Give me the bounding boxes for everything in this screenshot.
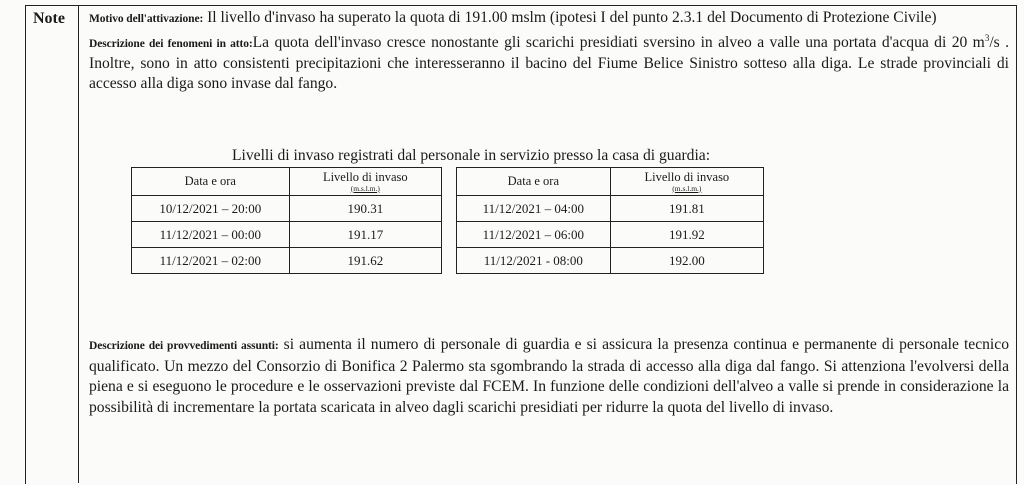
table-cell-date: 10/12/2021 – 20:00 xyxy=(132,196,290,222)
table-left-header-date: Data e ora xyxy=(132,168,290,196)
levels-table-left xyxy=(131,167,442,274)
table-cell-date: 11/12/2021 – 04:00 xyxy=(457,196,611,222)
provvedimenti-paragraph xyxy=(89,335,1009,418)
table-left-header-level xyxy=(289,168,441,196)
levels-table-right xyxy=(456,167,764,274)
table-cell-level: 190.31 xyxy=(289,196,441,222)
table-cell-level: 191.17 xyxy=(289,222,441,248)
motivo-label: Motivo dell'attivazione: xyxy=(89,13,204,25)
fenomeni-paragraph xyxy=(89,33,1009,94)
table-row xyxy=(457,222,764,248)
fenomeni-sup: 3 xyxy=(984,32,990,43)
table-right-header-unit: (m.s.l.m.) xyxy=(672,183,702,193)
table-cell-level: 191.92 xyxy=(610,222,763,248)
table-left-header-unit: (m.s.l.m.) xyxy=(350,183,380,193)
table-right-header-level-label: Livello di invaso xyxy=(644,169,730,184)
table-cell-level: 191.81 xyxy=(610,196,763,222)
column-divider xyxy=(78,5,79,483)
note-content xyxy=(89,8,1009,94)
fenomeni-label: Descrizione dei fenomeni in atto: xyxy=(89,38,253,50)
table-right-header-date: Data e ora xyxy=(457,168,611,196)
table-row xyxy=(457,196,764,222)
table-cell-date: 11/12/2021 – 02:00 xyxy=(132,248,290,274)
table-right-header-level xyxy=(610,168,763,196)
note-label: Note xyxy=(33,10,65,27)
table-row xyxy=(457,248,764,274)
table-cell-level: 192.00 xyxy=(610,248,763,274)
table-row xyxy=(132,196,442,222)
table-cell-date: 11/12/2021 – 00:00 xyxy=(132,222,290,248)
table-cell-date: 11/12/2021 - 08:00 xyxy=(457,248,611,274)
provvedimenti-label: Descrizione dei provvedimenti assunti: xyxy=(89,340,279,352)
table-cell-date: 11/12/2021 – 06:00 xyxy=(457,222,611,248)
motivo-text: Il livello d'invaso ha superato la quota di 191.00 mslm (ipotesi I del punto 2.3.1 del Documento di Protezione Civile) xyxy=(203,9,937,26)
table-left-header-level-label: Livello di invaso xyxy=(322,169,408,184)
table-row xyxy=(132,248,442,274)
table-row xyxy=(132,222,442,248)
fenomeni-text-pre: La quota dell'invaso cresce nonostante gli scarichi presidiati sversino in alveo a valle una portata d'acqua di 20 m xyxy=(252,34,985,51)
motivo-paragraph xyxy=(89,8,1009,29)
provvedimenti-text: si aumenta il numero di personale di guardia e si assicura la presenza continua e permanente di personale tecnico qualificato. Un mezzo del Consorzio di Bonifica 2 Palermo sta sgombrando la strada di accesso alla diga dal fango. Si attenziona l'evolversi della piena e si eseguono le procedure e le osservazioni previste dal FCEM. In funzione delle condizioni dell'alveo a valle si prende in considerazione la possibilità di incrementare la portata scaricata in alveo dagli scarichi presidiati per ridurre la quota del livello di invaso. xyxy=(89,336,1009,416)
table-cell-level: 191.62 xyxy=(289,248,441,274)
table-caption: Livelli di invaso registrati dal personale in servizio presso la casa di guardia: xyxy=(232,147,711,164)
fenomeni-text-post: /s . Inoltre, sono in atto consistenti precipitazioni che interesseranno il bacino del Fiume Belice Sinistro sotteso alla diga. Le strade provinciali di accesso alla diga sono invase dal fango. xyxy=(89,34,1009,92)
